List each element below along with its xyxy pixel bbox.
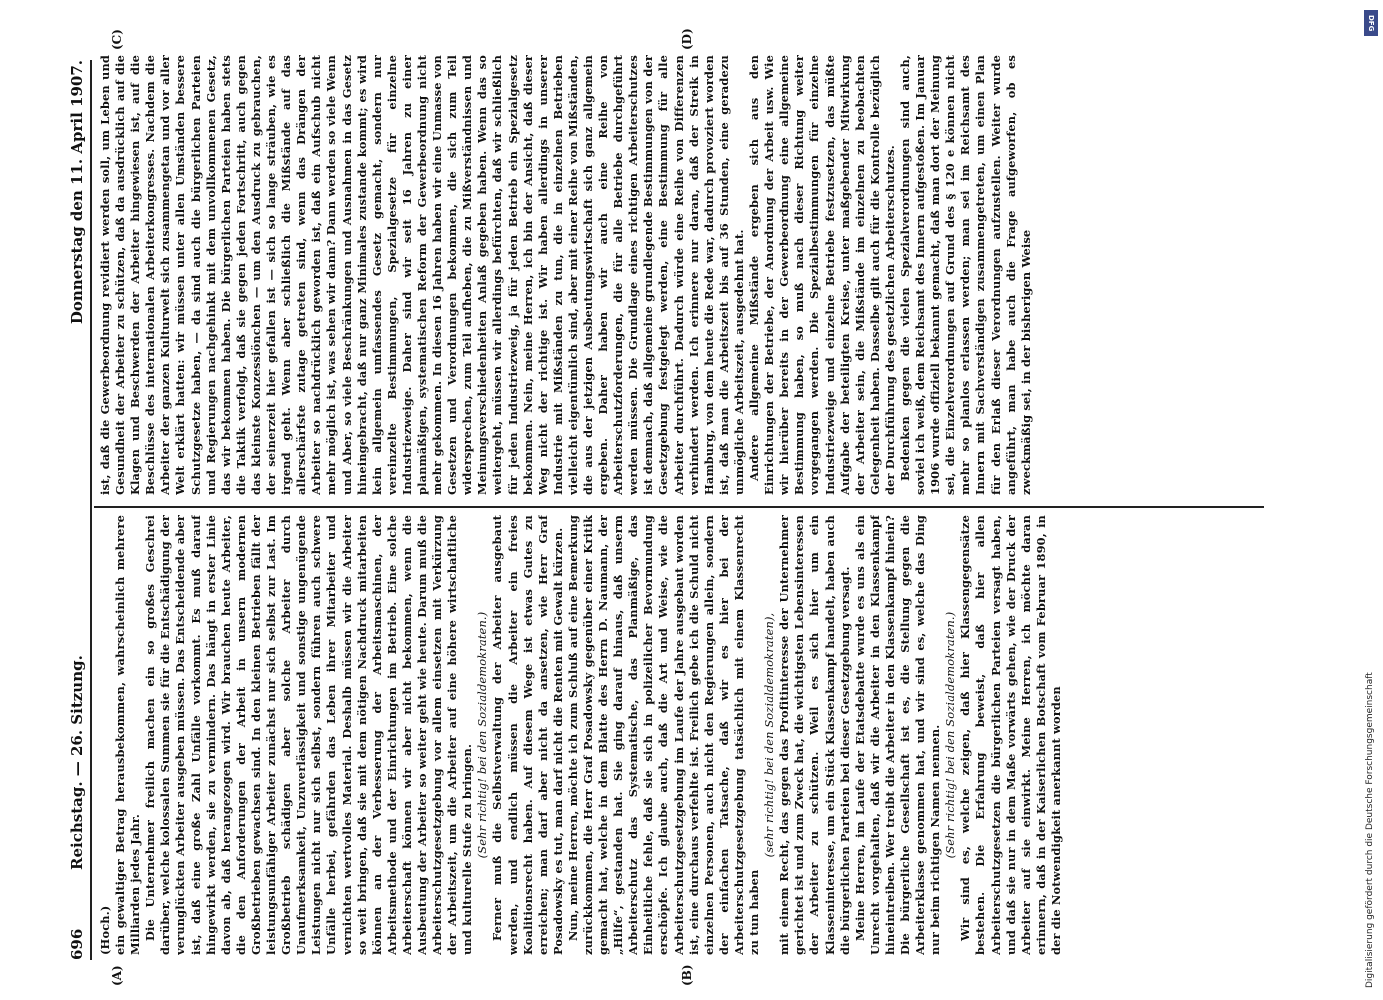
margin-mark-c: (C)	[110, 29, 124, 50]
margin-mark-b: (B)	[680, 964, 694, 986]
document-page	[40, 0, 1335, 1000]
paragraph: (Hoch.)	[98, 905, 112, 955]
paragraph: Ferner muß die Selbstverwaltung der Arbeiter ausgebaut werden, und endlich müssen die Arbeiter ein freies Koalitionsrecht haben. Auf diesem Wege ist etwas Gutes zu erreichen; man darf aber nicht da ansetzen, wie Herr Graf Posadowsky es tut, man darf nicht die Renten mit Gewalt kürzen.	[490, 515, 565, 955]
paragraph: Nun, meine Herren, möchte ich zum Schluß auf eine Bemerkung zurückkommen, die Herr Graf Posadowsky gegenüber einer Kritik gemacht hat, welche in dem Blatte des Herrn D. Naumann, der „Hilfe“, gestanden hat. Sie ging darauf hinaus, daß unserm Arbeiterschutz das Systematische, das Planmäßige, das Einheitliche fehle, daß sie sich in polizeilicher Bevormundung erschöpfe. Ich glaube auch, daß die Art und Weise, wie die Arbeiterschutzgesetzgebung im Laufe der Jahre ausgebaut worden ist, eine durchaus verfehlte ist. Freilich gebe ich die Schuld nicht einzelnen Personen, auch nicht den Regierungen allein, sondern der einfachen Tatsache, daß wir es hier bei der Arbeiterschutzgesetzgebung tatsächlich mit einem Klassenrecht zu tun haben	[565, 515, 762, 955]
credit-text: Digitalisierung gefördert durch die Deutsche Forschungsgemeinschaft	[1365, 672, 1375, 988]
interjection: (sehr richtig! bei den Sozialdemokraten),	[762, 612, 777, 858]
paragraph: ist, daß die Gewerbeordnung revidiert werden soll, um Leben und Gesundheit der Arbeiter zu schützen, daß da ausdrücklich auf die Klagen und Beschwerden der Arbeiter hingewiesen ist, auf die Beschlüsse des internationalen Arbeiterkongresses. Nachdem die Arbeiter der ganzen Kulturwelt sich zusammengetan und vor aller Welt erklärt hatten: wir müssen unter allen Umständen bessere Schutzgesetze haben, — da sind auch die bürgerlichen Parteien und Regierungen nachgehinkt mit dem unvollkommenen Gesetz, das wir bekommen haben. Die bürgerlichen Parteien haben stets die Taktik verfolgt, daß sie gegen jeden Fortschritt, auch gegen das kleinste Konzessiönchen — um den Ausdruck zu gebrauchen, der seinerzeit hier gefallen ist — sich so lange sträuben, wie es irgend geht. Wenn aber schließlich die Mißstände auf das allerschärfste zutage getreten sind, wenn das Drängen der Arbeiter so nachdrücklich geworden ist, daß ein Aufschub nicht mehr möglich ist, was sehen wir dann? Dann werden so viele Wenn und Aber, so viele Beschränkungen und Ausnahmen in das Gesetz hineingebracht, daß nur ganz Minimales zustande kommt; es wird kein allgemein umfassendes Gesetz gemacht, sondern nur vereinzelte Bestimmungen, Spezialgesetze für einzelne Industriezweige. Daher sind wir seit 16 Jahren zu einer planmäßigen, systematischen Reform der Gewerbeordnung nicht mehr gekommen. In diesen 16 Jahren haben wir eine Unmasse von Gesetzen und Verordnungen bekommen, die sich zum Teil widersprechen, zum Teil aufheben, die zu Mißverständnissen und Meinungsverschiedenheiten Anlaß gegeben haben. Wenn das so weitergeht, müssen wir allerdings befürchten, daß wir schließlich für jeden Industriezweig, ja für jeden Betrieb ein Spezialgesetz bekommen. Nein, meine Herren, ich bin der Ansicht, daß dieser Weg nicht der richtige ist. Wir haben allerdings in unserer Industrie mit Mißständen zu tun, die in einzelnen Betrieben vielleicht eigentümlich sind, aber mit einer Reihe von Mißständen, die aus der jetzigen Ausbeutungswirtschaft sich ganz allgemein ergeben. Daher haben wir auch eine Reihe von Arbeiterschutzforderungen, die für alle Betriebe durchgeführt werden müssen. Die Grundlage eines richtigen Arbeiterschutzes ist demnach, daß allgemeine grundlegende Bestimmungen von der Gesetzgebung festgelegt werden, eine Bestimmung für alle Arbeiter durchführt. Dadurch würde eine Reihe von Differenzen verhindert werden. Ich erinnere nur daran, daß der Streik in Hamburg, von dem heute die Rede war, dadurch provoziert worden ist, daß man die Arbeitszeit bis auf 36 Stunden, eine geradezu unmögliche Arbeitszeit, ausgedehnt hat.	[98, 55, 746, 495]
margin-mark-d: (D)	[680, 28, 694, 50]
header-rule	[90, 60, 92, 960]
left-column	[98, 515, 1268, 955]
interjection: (Sehr richtig! bei den Sozialdemokraten.)	[943, 611, 958, 859]
paragraph: Andere allgemeine Mißstände ergeben sich aus den Einrichtungen der Betriebe, der Anordnung der Arbeit usw. Wie wir hierüber bereits in der Gewerbeordnung eine allgemeine Bestimmung haben, so muß nach dieser Richtung weiter vorgegangen werden. Die Spezialbestimmungen für einzelne Industriezweige und einzelne Betriebe festzusetzen, das müßte Aufgabe der beteiligten Kreise, unter maßgebender Mitwirkung der Arbeiter sein, die Mißstände im einzelnen zu beobachten Gelegenheit haben. Dasselbe gilt auch für die Kontrolle bezüglich der Durchführung des gesetzlichen Arbeiterschutzes.	[747, 55, 897, 495]
paragraph: ein gewaltiger Betrag herausbekommen, wahrscheinlich mehrere Milliarden jedes Jahr.	[113, 515, 143, 955]
column-divider	[94, 507, 1264, 509]
paragraph: Bedenken gegen die vielen Spezialverordnungen sind auch, soviel ich weiß, dem Reichsamt des Innern aufgestoßen. Im Januar 1906 wurde offiziell bekannt gemacht, daß man dort der Meinung sei, die Einzelverordnungen auf Grund des § 120 e können nicht mehr so planlos erlassen werden; man sei im Reichsamt des Innern mit Sachverständigen zusammengetreten, um einen Plan für den Erlaß dieser Verordnungen aufzustellen. Weiter wurde angeführt, man habe auch die Frage aufgeworfen, ob es zweckmäßig sei, in der bisherigen Weise	[897, 55, 1033, 495]
running-title: Reichstag. — 26. Sitzung.	[68, 655, 86, 870]
right-column	[98, 55, 1268, 495]
paragraph: Wir sind es, welche zeigen, daß hier Klassengegensätze bestehen. Die Erfahrung beweist, daß hier allen Arbeiterschutzgesetzen die bürgerlichen Parteien versagt haben, und daß sie nur in dem Maße vorwärts gehen, wie der Druck der Arbeiter auf sie einwirkt. Meine Herren, ich möchte daran erinnern, daß in der Kaiserlichen Botschaft vom Februar 1890, in der die Notwendigkeit anerkannt worden	[958, 515, 1063, 955]
dfg-logo: DFG	[1364, 10, 1378, 36]
paragraph: mit einem Recht, das gegen das Profitinteresse der Unternehmer gerichtet ist und zum Zweck hat, die wichtigsten Lebensinteressen der Arbeiter zu schützen. Weil es sich hier um ein Klasseninteresse, um ein Stück Klassenkampf handelt, haben auch die bürgerlichen Parteien bei dieser Gesetzgebung versagt.	[777, 515, 852, 955]
paragraph: Die Unternehmer freilich machen ein so großes Geschrei darüber, welche kolossalen Summen sie für die Entschädigung der verunglückten Arbeiter ausgeben müssen. Das Entscheidende aber ist, daß eine große Zahl Unfälle vorkommt. Es muß darauf hingewirkt werden, sie zu vermindern. Das hängt in erster Linie davon ab, daß herangezogen wird. Wir brauchen heute Arbeiter, die den Anforderungen der Arbeit in unsern modernen Großbetrieben gewachsen sind. In den kleinen Betrieben fällt der leistungsunfähiger Arbeiter zunächst nur sich selbst zur Last. Im Großbetrieb schädigen aber solche Arbeiter durch Unaufmerksamkeit, Unzuverlässigkeit und sonstige ungenügende Leistungen nicht nur sich selbst, sondern führen auch schwere Unfälle herbei, gefährden das Leben ihrer Mitarbeiter und vernichten wertvolles Material. Deshalb müssen wir die Arbeiter so weit bringen, daß sie mit dem nötigen Nachdruck mitarbeiten können an der Verbesserung der Arbeitsmaschinen, der Arbeitsmethode und der Einrichtungen im Betrieb. Eine solche Arbeiterschaft können wir aber nicht bekommen, wenn die Ausbeutung der Arbeiter so weiter geht wie heute. Darum muß die Arbeiterschutzgesetzgebung vor allem einsetzen mit Verkürzung der Arbeitszeit, um die Arbeiter auf eine höhere wirtschaftliche und kulturelle Stufe zu bringen.	[143, 515, 475, 955]
margin-mark-a: (A)	[110, 965, 124, 986]
interjection: (Sehr richtig! bei den Sozialdemokraten.)	[475, 611, 490, 859]
page-number: 696	[68, 928, 86, 960]
paragraph: Meine Herren, im Laufe der Etatsdebatte wurde es uns als ein Unrecht vorgehalten, daß wir die Arbeiter in den Klassenkampf hineintreiben. Wer treibt die Arbeiter in den Klassenkampf hinein? Die bürgerliche Gesellschaft ist es, die Stellung gegen die Arbeiterklasse genommen hat, und wir sind es, welche das Ding nur beim richtigen Namen nennen.	[852, 515, 943, 955]
session-date: Donnerstag den 11. April 1907.	[68, 60, 86, 325]
digitization-credit	[1365, 8, 1377, 988]
